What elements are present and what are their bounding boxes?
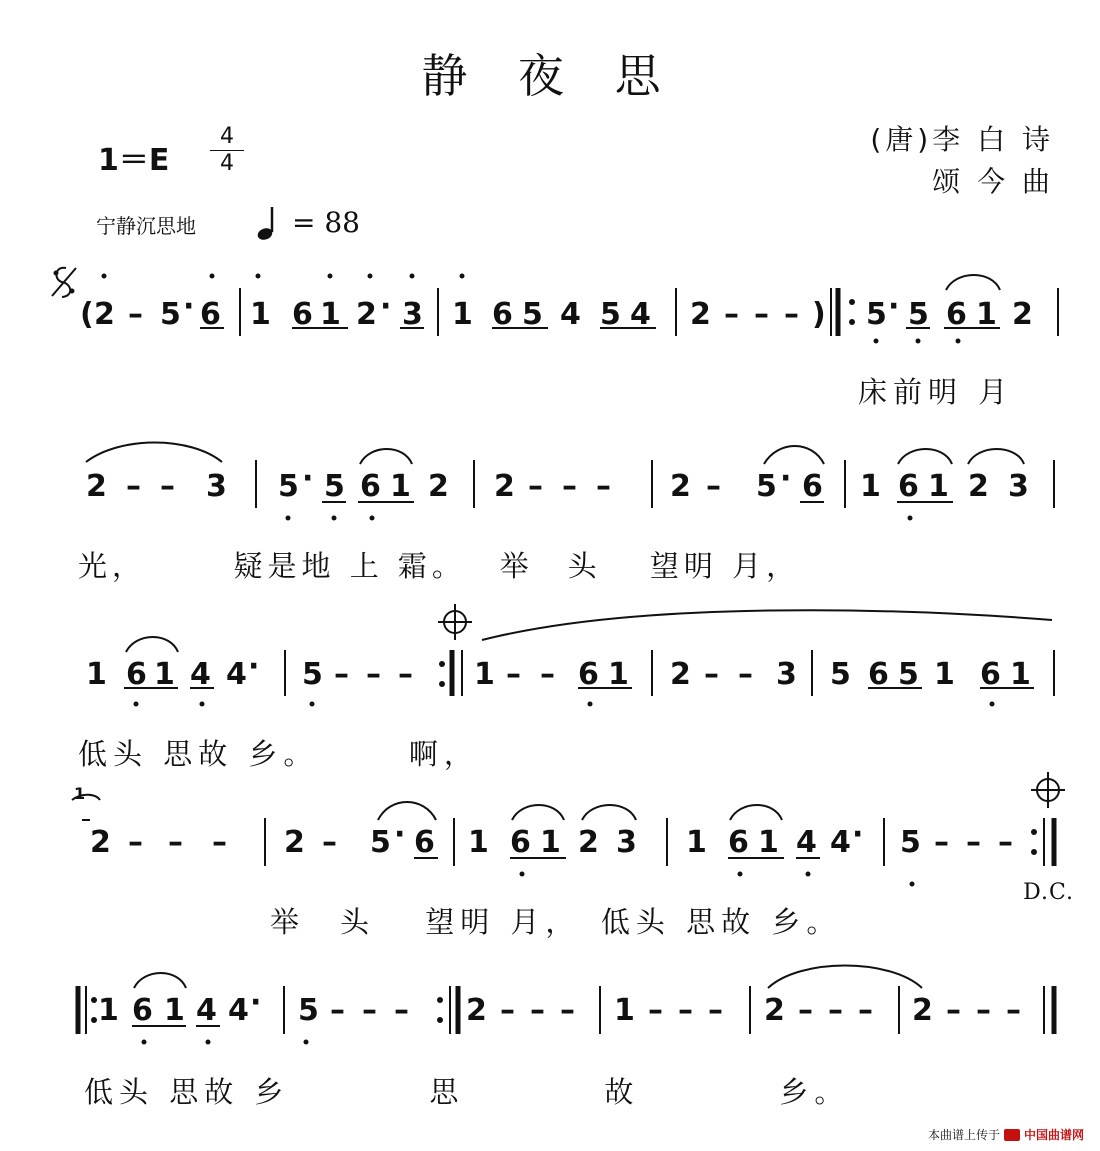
svg-text:·: · xyxy=(250,985,262,1020)
svg-text:–: – xyxy=(168,825,183,860)
svg-text:6: 6 xyxy=(510,825,531,860)
svg-text:5: 5 xyxy=(600,297,621,332)
svg-text:2: 2 xyxy=(284,825,305,860)
svg-text:–: – xyxy=(596,469,611,504)
segno-icon xyxy=(52,268,76,297)
svg-text:–: – xyxy=(946,993,961,1028)
svg-text:1: 1 xyxy=(474,657,495,692)
svg-text:4: 4 xyxy=(228,993,249,1028)
svg-text:·: · xyxy=(780,461,792,496)
svg-text:5: 5 xyxy=(756,469,777,504)
svg-text:–: – xyxy=(754,297,769,332)
svg-text:–: – xyxy=(126,469,141,504)
svg-text:5: 5 xyxy=(370,825,391,860)
svg-text:1: 1 xyxy=(976,297,997,332)
svg-text:4: 4 xyxy=(196,993,217,1028)
svg-text:6: 6 xyxy=(728,825,749,860)
svg-text:·: · xyxy=(394,817,406,852)
svg-text:5: 5 xyxy=(522,297,543,332)
svg-text:2: 2 xyxy=(764,993,785,1028)
svg-text:2: 2 xyxy=(90,825,111,860)
svg-text:–: – xyxy=(560,993,575,1028)
svg-text:2: 2 xyxy=(356,297,377,332)
svg-text:–: – xyxy=(322,825,337,860)
svg-text:·: · xyxy=(380,289,392,324)
svg-text:6: 6 xyxy=(868,657,889,692)
slur xyxy=(360,449,412,464)
svg-text:·: · xyxy=(248,649,260,684)
svg-text:–: – xyxy=(128,825,143,860)
svg-text:1: 1 xyxy=(320,297,341,332)
svg-text:·: · xyxy=(888,289,900,324)
svg-text:5: 5 xyxy=(324,469,345,504)
tie xyxy=(86,443,222,463)
svg-text:–: – xyxy=(798,993,813,1028)
slur xyxy=(378,802,436,820)
meter-bottom: 4 xyxy=(220,151,234,176)
svg-text:4: 4 xyxy=(830,825,851,860)
tempo-marking: 宁静沉思地 xyxy=(96,214,196,238)
svg-text:–: – xyxy=(330,993,345,1028)
svg-text:·: · xyxy=(852,817,864,852)
svg-text:2: 2 xyxy=(94,297,115,332)
svg-text:1: 1 xyxy=(758,825,779,860)
slur xyxy=(898,449,952,464)
svg-text:1: 1 xyxy=(686,825,707,860)
svg-text:1: 1 xyxy=(540,825,561,860)
svg-text:–: – xyxy=(678,993,693,1028)
svg-text:–: – xyxy=(500,993,515,1028)
svg-text:–: – xyxy=(394,993,409,1028)
svg-text:4: 4 xyxy=(796,825,817,860)
svg-text:5: 5 xyxy=(866,297,887,332)
svg-text:–: – xyxy=(398,657,413,692)
tie xyxy=(768,966,922,989)
svg-text:1: 1 xyxy=(468,825,489,860)
svg-text:4: 4 xyxy=(226,657,247,692)
lyricist-credit: (唐)李 白 诗 xyxy=(870,123,1054,156)
svg-text:6: 6 xyxy=(578,657,599,692)
svg-text:–: – xyxy=(738,657,753,692)
svg-text:–: – xyxy=(562,469,577,504)
svg-text:4: 4 xyxy=(560,297,581,332)
svg-text:1: 1 xyxy=(934,657,955,692)
tie-long xyxy=(482,610,1052,640)
svg-text:1: 1 xyxy=(250,297,271,332)
slur xyxy=(582,805,636,820)
svg-text:·: · xyxy=(183,289,195,324)
svg-text:6: 6 xyxy=(802,469,823,504)
da-capo-marking: D.C. xyxy=(1023,880,1074,905)
footer xyxy=(928,1126,1084,1143)
svg-text:6: 6 xyxy=(898,469,919,504)
volta-label: 1 xyxy=(74,784,86,803)
svg-text:5: 5 xyxy=(830,657,851,692)
svg-text:5: 5 xyxy=(900,825,921,860)
svg-text:–: – xyxy=(506,657,521,692)
svg-text:–: – xyxy=(1006,993,1021,1028)
svg-text:1: 1 xyxy=(614,993,635,1028)
svg-text:1: 1 xyxy=(860,469,881,504)
lyric-line-5: 低头 思故 乡 思 故 乡。 xyxy=(84,1075,850,1109)
svg-text:–: – xyxy=(334,657,349,692)
lyric-line-2: 光， 疑是地 上 霜。 举 头 望明 月， xyxy=(78,549,801,583)
svg-text:5: 5 xyxy=(160,297,181,332)
key-signature: 1＝E xyxy=(98,143,170,178)
svg-text:1: 1 xyxy=(1010,657,1031,692)
slur xyxy=(730,805,782,820)
svg-text:(: ( xyxy=(80,297,94,332)
coda-icon xyxy=(438,604,472,640)
svg-text:5: 5 xyxy=(302,657,323,692)
lyric-line-3: 低头 思故 乡。 啊， xyxy=(78,737,479,771)
svg-text:3: 3 xyxy=(402,297,423,332)
svg-text:6: 6 xyxy=(492,297,513,332)
svg-text:5: 5 xyxy=(278,469,299,504)
svg-text:–: – xyxy=(160,469,175,504)
svg-text:): ) xyxy=(812,297,826,332)
svg-text:5: 5 xyxy=(898,657,919,692)
meter-top: 4 xyxy=(220,124,234,149)
svg-text:·: · xyxy=(302,461,314,496)
slur xyxy=(134,973,186,988)
svg-text:2: 2 xyxy=(86,469,107,504)
svg-text:2: 2 xyxy=(670,657,691,692)
svg-text:1: 1 xyxy=(154,657,175,692)
svg-text:4: 4 xyxy=(630,297,651,332)
svg-text:3: 3 xyxy=(776,657,797,692)
svg-text:3: 3 xyxy=(206,469,227,504)
svg-text:1: 1 xyxy=(164,993,185,1028)
svg-text:–: – xyxy=(528,469,543,504)
svg-text:6: 6 xyxy=(132,993,153,1028)
svg-text:–: – xyxy=(706,469,721,504)
composer-credit: 颂 今 曲 xyxy=(932,165,1054,198)
footer-brand: 中国曲谱网 xyxy=(1023,1128,1084,1142)
site-logo-icon xyxy=(1004,1129,1020,1141)
svg-text:2: 2 xyxy=(670,469,691,504)
svg-text:1: 1 xyxy=(928,469,949,504)
svg-text:–: – xyxy=(540,657,555,692)
svg-text:6: 6 xyxy=(126,657,147,692)
svg-text:–: – xyxy=(212,825,227,860)
svg-text:–: – xyxy=(966,825,981,860)
svg-text:6: 6 xyxy=(946,297,967,332)
svg-text:1: 1 xyxy=(452,297,473,332)
svg-text:2: 2 xyxy=(912,993,933,1028)
svg-text:6: 6 xyxy=(200,297,221,332)
svg-text:–: – xyxy=(366,657,381,692)
svg-text:–: – xyxy=(934,825,949,860)
svg-text:1: 1 xyxy=(608,657,629,692)
svg-text:2: 2 xyxy=(578,825,599,860)
tempo-value: = 88 xyxy=(292,206,360,239)
svg-text:6: 6 xyxy=(414,825,435,860)
svg-text:6: 6 xyxy=(980,657,1001,692)
svg-text:–: – xyxy=(708,993,723,1028)
svg-text:–: – xyxy=(784,297,799,332)
svg-text:2: 2 xyxy=(428,469,449,504)
slur xyxy=(968,449,1024,464)
svg-text:3: 3 xyxy=(1008,469,1029,504)
svg-text:6: 6 xyxy=(360,469,381,504)
svg-text:1: 1 xyxy=(390,469,411,504)
svg-text:2: 2 xyxy=(466,993,487,1028)
lyric-line-4: 举 头 望明 月， 低头 思故 乡。 xyxy=(270,905,842,939)
slur xyxy=(512,805,564,820)
slur xyxy=(764,446,824,464)
slur xyxy=(126,637,178,652)
page-title: 静 夜 思 xyxy=(421,49,679,103)
svg-text:1: 1 xyxy=(86,657,107,692)
svg-text:–: – xyxy=(858,993,873,1028)
svg-text:2: 2 xyxy=(494,469,515,504)
footer-text: 本曲谱上传于 xyxy=(927,1128,1000,1142)
lyric-line-1: 床前明 月 xyxy=(858,375,1014,409)
svg-text:2: 2 xyxy=(690,297,711,332)
svg-text:4: 4 xyxy=(190,657,211,692)
svg-text:–: – xyxy=(828,993,843,1028)
slur xyxy=(946,275,1000,290)
svg-text:2: 2 xyxy=(968,469,989,504)
svg-text:–: – xyxy=(724,297,739,332)
svg-text:–: – xyxy=(362,993,377,1028)
svg-text:–: – xyxy=(998,825,1013,860)
svg-text:5: 5 xyxy=(908,297,929,332)
svg-text:–: – xyxy=(976,993,991,1028)
svg-text:1: 1 xyxy=(98,993,119,1028)
svg-text:2: 2 xyxy=(1012,297,1033,332)
svg-text:5: 5 xyxy=(298,993,319,1028)
svg-text:–: – xyxy=(530,993,545,1028)
svg-text:3: 3 xyxy=(616,825,637,860)
coda-icon xyxy=(1031,772,1065,808)
svg-text:–: – xyxy=(128,297,143,332)
svg-text:–: – xyxy=(648,993,663,1028)
svg-text:6: 6 xyxy=(292,297,313,332)
svg-text:–: – xyxy=(704,657,719,692)
